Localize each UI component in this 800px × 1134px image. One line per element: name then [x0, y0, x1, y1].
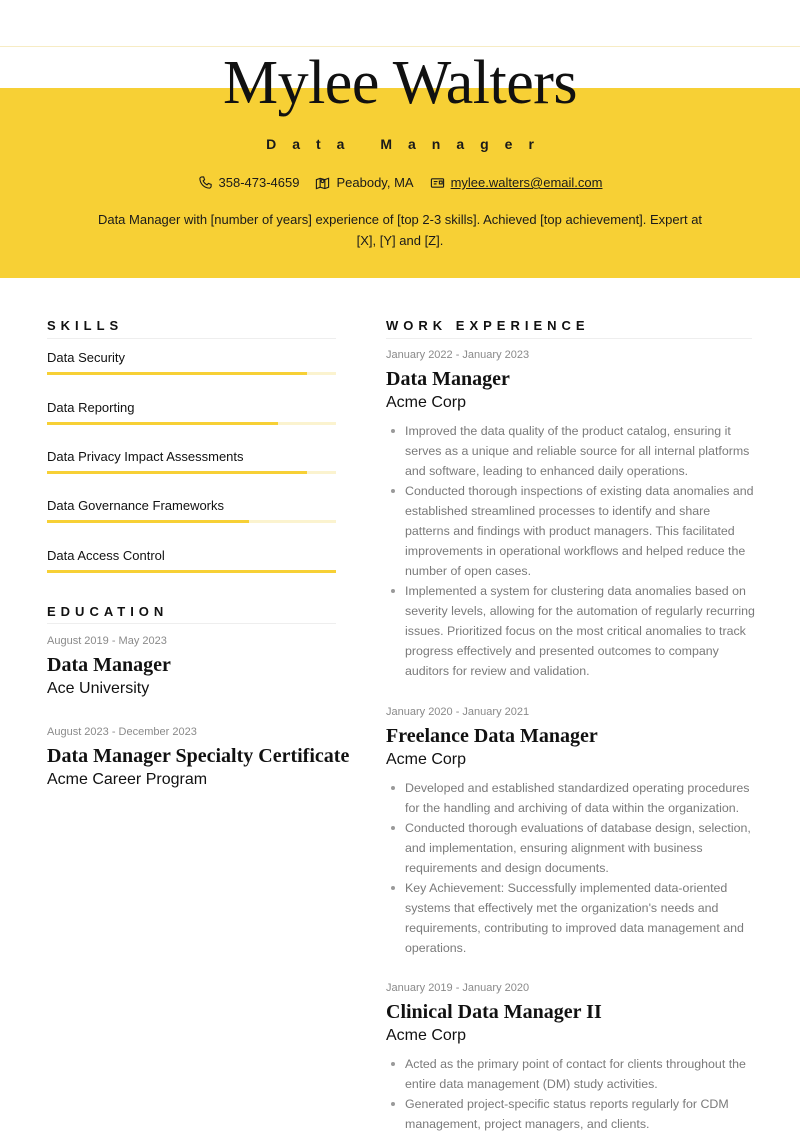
skill-bar-fill: [47, 372, 307, 375]
location-text: Peabody, MA: [336, 175, 414, 190]
skills-divider: [47, 338, 336, 339]
skill-bar-fill: [47, 520, 249, 523]
job-title: Clinical Data Manager II: [386, 1001, 602, 1023]
skill-bar: [47, 520, 336, 523]
skill-item: [47, 350, 336, 375]
job-bullet: Acted as the primary point of contact for clients throughout the entire data management (DM) study activities.: [386, 1054, 756, 1094]
job-bullets: [386, 778, 756, 958]
job-bullet: Implemented a system for clustering data anomalies based on severity levels, allowing for the automation of regularly recurring issues. Prioritized focus on the most critical anomalies to track progress effectively and presented outcomes to company auditors for review and validation.: [386, 581, 756, 681]
skill-label: Data Privacy Impact Assessments: [47, 449, 244, 464]
job-bullet: Improved the data quality of the product catalog, ensuring it serves as a unique and reliable source for all internal platforms and software, leading to enhanced daily operations.: [386, 421, 756, 481]
skill-bar-fill: [47, 471, 307, 474]
skill-item: [47, 498, 336, 523]
education-entry: [47, 725, 350, 790]
contact-email[interactable]: [430, 175, 603, 190]
contact-phone: [198, 175, 300, 190]
skill-label: Data Governance Frameworks: [47, 498, 225, 513]
job-company: Acme Corp: [386, 394, 467, 411]
education-dates: August 2023 - December 2023: [47, 726, 197, 738]
job-bullets: [386, 421, 756, 681]
job-title: Freelance Data Manager: [386, 725, 598, 747]
job-dates: January 2019 - January 2020: [386, 982, 530, 994]
skill-bar: [47, 372, 336, 375]
job-dates: January 2022 - January 2023: [386, 349, 530, 361]
phone-text: 358-473-4659: [218, 175, 300, 190]
skill-label: Data Security: [47, 350, 126, 365]
skill-bar-fill: [47, 570, 336, 573]
education-degree: Data Manager: [47, 654, 171, 676]
skill-item: [47, 449, 336, 474]
education-school: Acme Career Program: [47, 771, 208, 788]
skill-label: Data Reporting: [47, 400, 135, 415]
job-title: Data Manager: [386, 368, 510, 390]
skills-heading: SKILLS: [47, 318, 124, 333]
education-school: Ace University: [47, 680, 150, 697]
skill-item: [47, 400, 336, 425]
contact-bar: [0, 175, 800, 190]
top-divider: [0, 46, 800, 47]
skill-bar: [47, 471, 336, 474]
experience-heading: WORK EXPERIENCE: [386, 318, 590, 333]
mail-icon: [430, 175, 445, 190]
job-bullet: Key Achievement: Successfully implemented data-oriented systems that effectively met the organization's needs and requirements, contributing to improved data management and operations.: [386, 878, 756, 958]
skill-bar: [47, 570, 336, 573]
job-entry: [386, 348, 756, 681]
contact-location: [315, 175, 413, 190]
summary-text: Data Manager with [number of years] experience of [top 2-3 skills]. Achieved [top achievement]. Expert at [X], [Y] and [Z].: [97, 212, 703, 248]
map-icon: [315, 175, 330, 190]
email-link[interactable]: mylee.walters@email.com: [450, 175, 603, 190]
education-heading: EDUCATION: [47, 604, 169, 619]
experience-divider: [386, 338, 752, 339]
job-bullet: Conducted thorough evaluations of database design, selection, and implementation, ensuring alignment with business requirements and design documents.: [386, 818, 756, 878]
job-entry: [386, 705, 756, 958]
education-degree: Data Manager Specialty Certificate: [47, 745, 350, 767]
skill-bar-fill: [47, 422, 278, 425]
job-company: Acme Corp: [386, 1027, 467, 1044]
skill-label: Data Access Control: [47, 548, 165, 563]
job-entry: [386, 981, 756, 1134]
job-bullet: Generated project-specific status reports regularly for CDM management, project managers, and clients.: [386, 1094, 756, 1134]
education-entry: [47, 634, 347, 699]
education-dates: August 2019 - May 2023: [47, 635, 167, 647]
phone-icon: [198, 175, 213, 190]
skill-bar: [47, 422, 336, 425]
job-dates: January 2020 - January 2021: [386, 706, 530, 718]
candidate-name: Mylee Walters: [222, 49, 578, 117]
candidate-role: Data Manager: [266, 136, 550, 152]
job-bullets: [386, 1054, 756, 1134]
job-bullet: Developed and established standardized operating procedures for the handling and archiving of data within the organization.: [386, 778, 756, 818]
job-bullet: Conducted thorough inspections of existing data anomalies and established streamlined processes to identify and share patterns and findings with product managers. This facilitated improvements in operational workflows and helped reduce the number of open cases.: [386, 481, 756, 581]
job-company: Acme Corp: [386, 751, 467, 768]
education-divider: [47, 623, 336, 624]
skill-item: [47, 548, 336, 573]
